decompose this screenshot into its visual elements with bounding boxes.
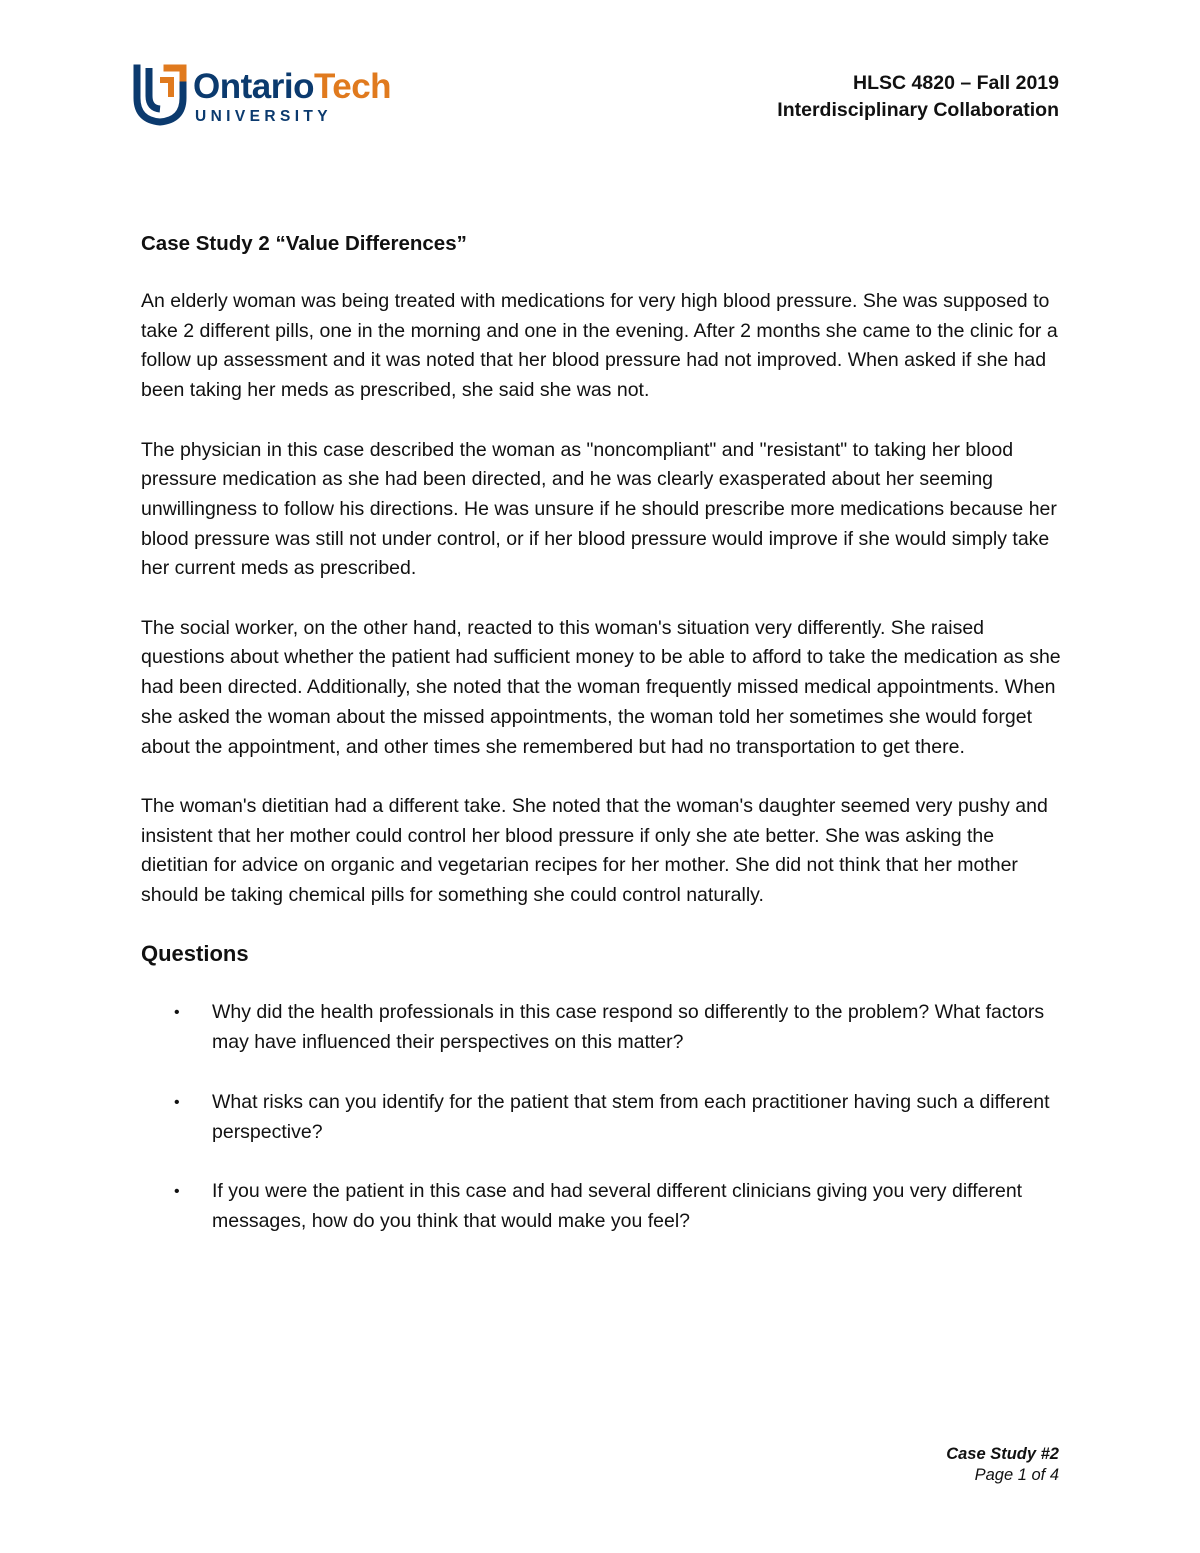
question-text: If you were the patient in this case and had several different clinicians giving you very different messages, how do you think that would make you feel? (212, 1180, 1023, 1232)
course-header (777, 70, 1059, 124)
ontario-tech-shield-icon (133, 64, 187, 126)
question-item (141, 1088, 1066, 1147)
course-code: HLSC 4820 – Fall 2019 (853, 72, 1059, 94)
bullet-icon: • (174, 1183, 180, 1201)
document-body (141, 230, 1066, 1267)
logo-subtitle: UNIVERSITY (195, 108, 333, 125)
bullet-icon: • (174, 1004, 180, 1022)
paragraph-physician: The physician in this case described the woman as "noncompliant" and "resistant" to taking her blood pressure medication as she had been directed, and he was clearly exasperated about her seeming unwillingness to follow his directions. He was unsure if he should prescribe more medications because her blood pressure was still not under control, or if her blood pressure would improve if she would simply take her current meds as prescribed. (141, 438, 1057, 580)
paragraph-dietitian: The woman's dietitian had a different take. She noted that the woman's daughter seemed very pushy and insistent that her mother could control her blood pressure if only she ate better. She was asking the dietitian for advice on organic and vegetarian recipes for her mother. She did not think that her mother should be taking chemical pills for something she could control naturally. (141, 794, 1048, 907)
logo-wordmark (193, 66, 391, 108)
question-item (141, 1177, 1066, 1236)
case-study-title: Case Study 2 “Value Differences” (141, 232, 467, 255)
questions-list (141, 998, 1066, 1236)
course-subtitle: Interdisciplinary Collaboration (777, 99, 1059, 121)
question-text: What risks can you identify for the patient that stem from each practitioner having such a different perspective? (212, 1090, 1050, 1143)
paragraph-social-worker: The social worker, on the other hand, reacted to this woman's situation very differently. She raised questions about whether the patient had sufficient money to be able to afford to take the medication as she had been directed. Additionally, she noted that the woman frequently missed medical appointments. When she asked the woman about the missed appointments, the woman told her sometimes she would forget about the appointment, and other times she remembered but had no transportation to get there. (141, 616, 1061, 758)
footer-page-number: Page 1 of 4 (974, 1466, 1059, 1484)
question-text: Why did the health professionals in this case respond so differently to the problem? What factors may have influenced their perspectives on this matter? (212, 1001, 1045, 1054)
question-item (141, 998, 1066, 1057)
logo-wordmark-tech: Tech (313, 67, 392, 106)
questions-heading: Questions (141, 941, 249, 967)
bullet-icon: • (174, 1093, 180, 1111)
footer-doc-label: Case Study #2 (946, 1445, 1059, 1463)
page-footer (946, 1444, 1059, 1486)
paragraph-intro: An elderly woman was being treated with medications for very high blood pressure. She was supposed to take 2 different pills, one in the morning and one in the evening. After 2 months she came to the clinic for a follow up assessment and it was noted that her blood pressure had not improved. When asked if she had been taking her meds as prescribed, she said she was not. (141, 290, 1058, 402)
logo-wordmark-ontario: Ontario (193, 67, 314, 106)
university-logo (133, 64, 413, 128)
